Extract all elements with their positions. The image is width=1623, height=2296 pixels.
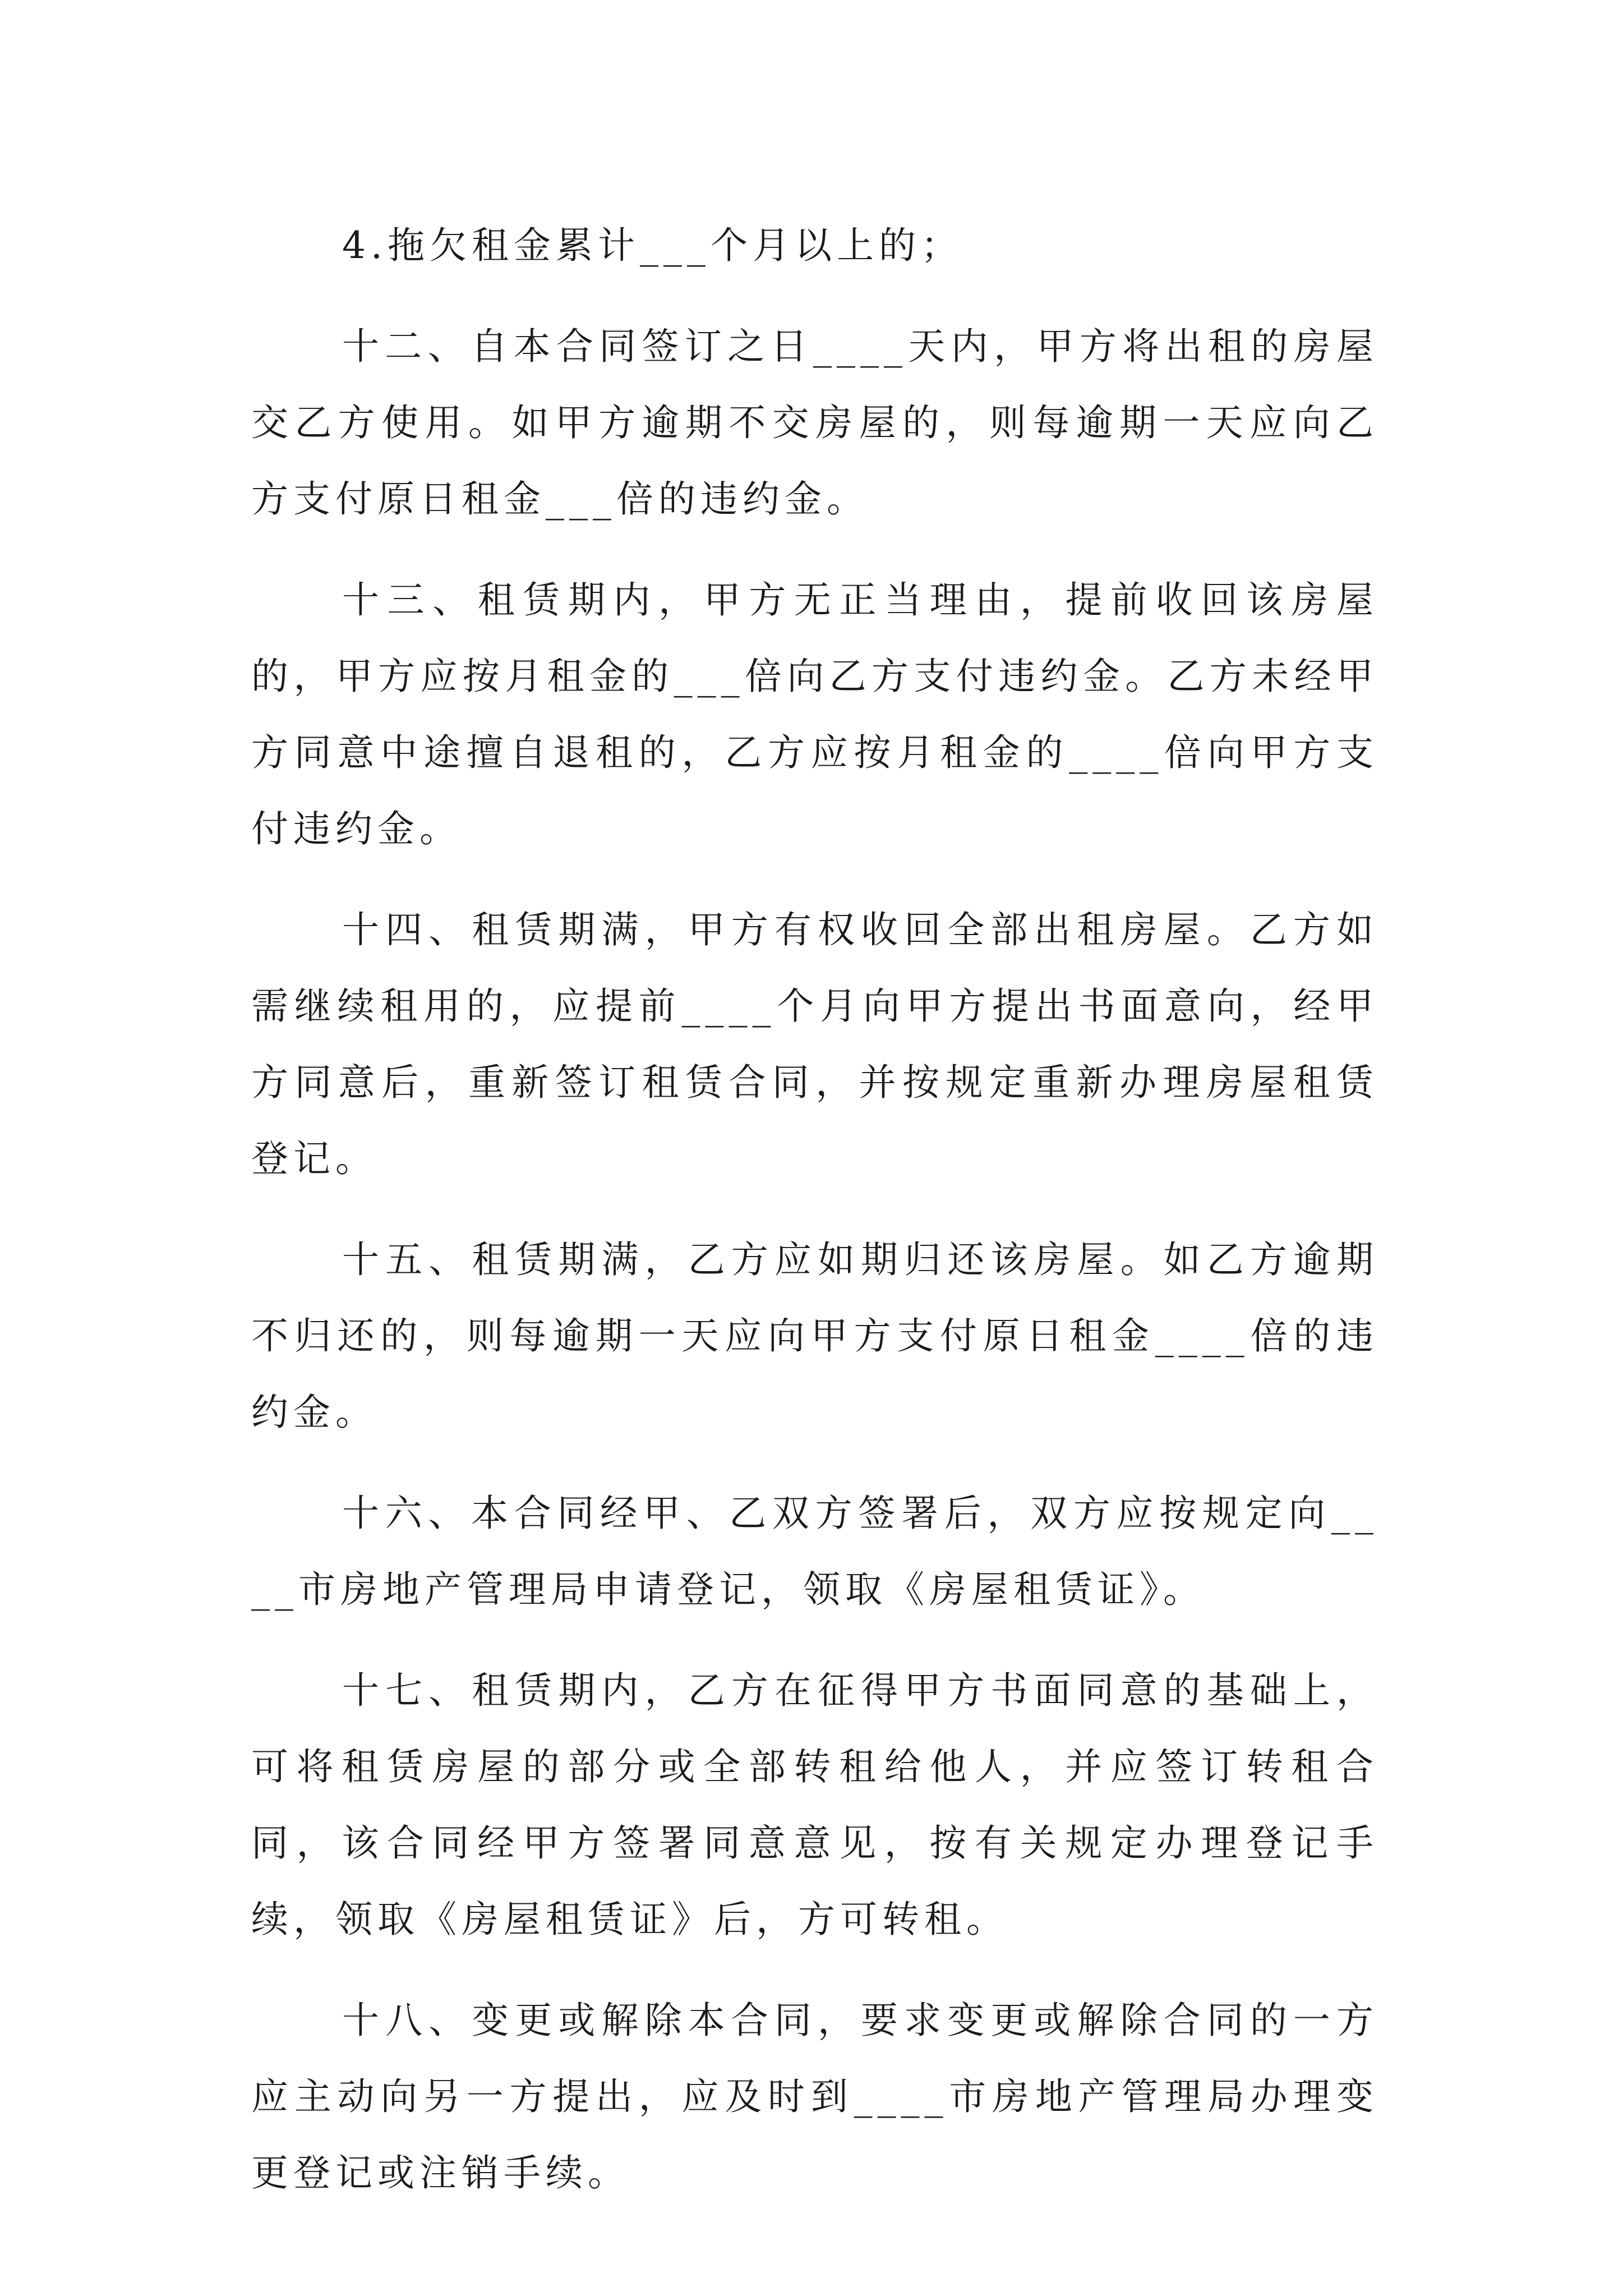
clause-14: 十四、租赁期满，甲方有权收回全部出租房屋。乙方如需继续租用的，应提前____个月向甲方提出书面意向，经甲方同意后，重新签订租赁合同，并按规定重新办理房屋租赁登记。 (251, 908, 1378, 1180)
clause-12: 十二、自本合同签订之日____天内，甲方将出租的房屋交乙方使用。如甲方逾期不交房屋的，则每逾期一天应向乙方支付原日租金___倍的违约金。 (251, 325, 1378, 521)
clause-15: 十五、租赁期满，乙方应如期归还该房屋。如乙方逾期不归还的，则每逾期一天应向甲方支付原日租金____倍的违约金。 (251, 1238, 1378, 1434)
clause-4-item: 4.拖欠租金累计___个月以上的； (342, 224, 963, 267)
clause-13: 十三、租赁期内，甲方无正当理由，提前收回该房屋的，甲方应按月租金的___倍向乙方支付违约金。乙方未经甲方同意中途擅自退租的，乙方应按月租金的____倍向甲方支付违约金。 (251, 578, 1378, 850)
clause-18: 十八、变更或解除本合同，要求变更或解除合同的一方应主动向另一方提出，应及时到____市房地产管理局办理变更登记或注销手续。 (251, 1999, 1378, 2194)
clause-17: 十七、租赁期内，乙方在征得甲方书面同意的基础上，可将租赁房屋的部分或全部转租给他人，并应签订转租合同，该合同经甲方签署同意意见，按有关规定办理登记手续，领取《房屋租赁证》后，方可转租。 (251, 1669, 1378, 1941)
document-page (251, 208, 1378, 2211)
clause-16: 十六、本合同经甲、乙双方签署后，双方应按规定向____市房地产管理局申请登记，领取《房屋租赁证》。 (251, 1492, 1378, 1611)
